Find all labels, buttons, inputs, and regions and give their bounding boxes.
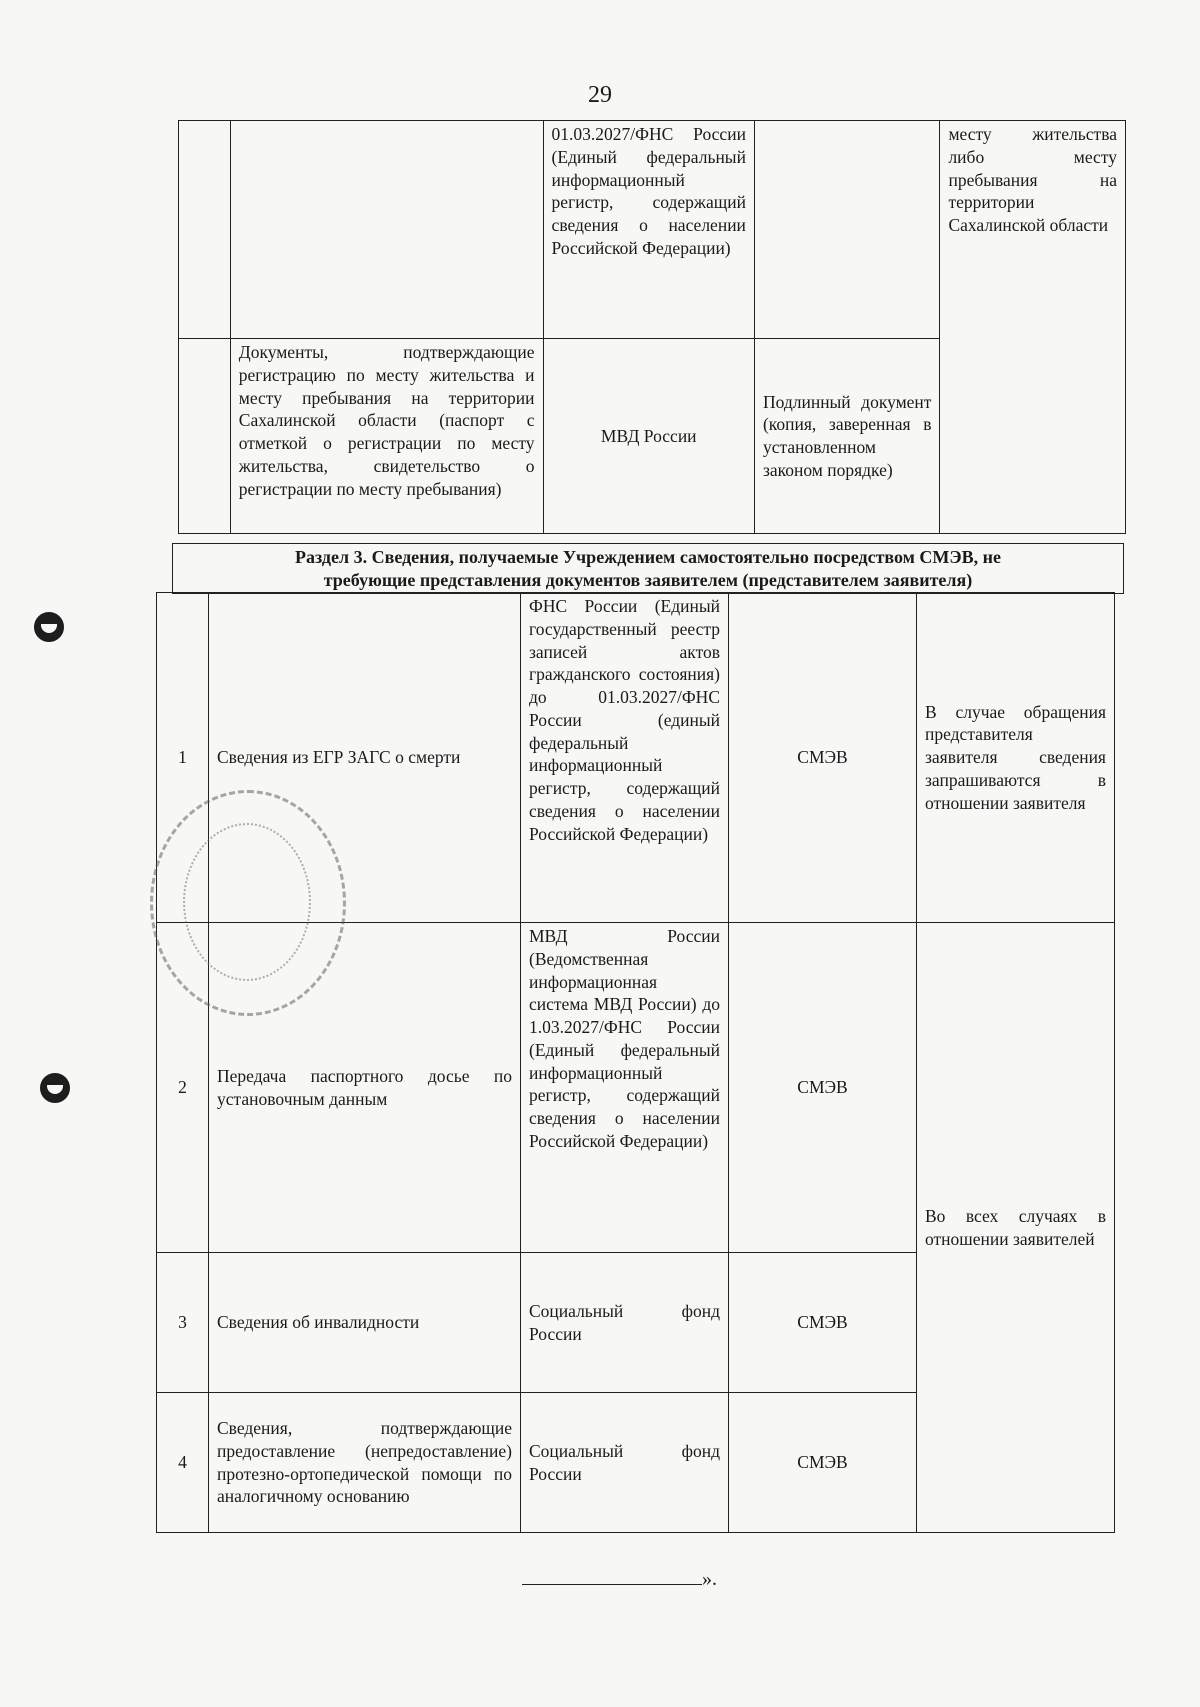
cell-document-name: Документы, подтверждающие регистрацию по месту жительства и месту пребывания на территории Сахалинской области (паспорт с отметкой о регистрации по месту жительства, свидетельство о регистрации по месту пребывания) <box>230 339 543 534</box>
section-header-table <box>172 543 1124 594</box>
punch-hole-icon <box>40 1073 70 1103</box>
cell-source: МВД России (Ведомственная информационная система МВД России) до 1.03.2027/ФНС России (Единый федеральный информационный регистр, содержащий сведения о населении Российской Федерации) <box>521 923 729 1253</box>
cell-num: 2 <box>157 923 209 1253</box>
cell-source: МВД России <box>543 339 754 534</box>
table-row <box>179 121 1126 339</box>
cell-num: 1 <box>157 593 209 923</box>
punch-hole-icon <box>34 612 64 642</box>
faded-stamp <box>150 790 346 1016</box>
cell-num: 4 <box>157 1393 209 1533</box>
cell-document-name: Сведения из ЕГР ЗАГС о смерти <box>209 593 521 923</box>
section-title-line-1: Раздел 3. Сведения, получаемые Учреждением самостоятельно посредством СМЭВ, не <box>295 547 1001 567</box>
closing-quote: ». <box>702 1568 717 1590</box>
page-number: 29 <box>588 82 612 108</box>
cell-note: месту жительства либо месту пребывания на территории Сахалинской области <box>940 121 1126 534</box>
cell-document-name: Сведения об инвалидности <box>209 1253 521 1393</box>
cell-note: Во всех случаях в отношении заявителей <box>917 923 1115 1533</box>
cell-num <box>179 339 231 534</box>
cell-source: Социальный фонд России <box>521 1393 729 1533</box>
cell-channel: СМЭВ <box>729 1253 917 1393</box>
cell-note: В случае обращения представителя заявителя сведения запрашиваются в отношении заявителя <box>917 593 1115 923</box>
cell-source: Социальный фонд России <box>521 1253 729 1393</box>
signature-rule <box>522 1570 702 1585</box>
cell-document-name: Передача паспортного досье по установочным данным <box>209 923 521 1253</box>
cell-document-name: Сведения, подтверждающие предоставление (непредоставление) протезно-ортопедической помощи по аналогичному основанию <box>209 1393 521 1533</box>
section3-table <box>156 592 1115 1533</box>
footer-closing <box>522 1568 717 1591</box>
cell-source: ФНС России (Единый государственный реестр записей актов гражданского состояния) до 01.03.2027/ФНС России (единый федеральный информационный регистр, содержащий сведения о населении Российской Федерации) <box>521 593 729 923</box>
cell-form: Подлинный документ (копия, заверенная в установленном законом порядке) <box>754 339 940 534</box>
section-title <box>173 544 1124 594</box>
cell-channel: СМЭВ <box>729 923 917 1253</box>
section-title-line-2: требующие представления документов заявителем (представителем заявителя) <box>323 569 973 590</box>
cell-channel: СМЭВ <box>729 1393 917 1533</box>
cell-num: 3 <box>157 1253 209 1393</box>
cell-form <box>754 121 940 339</box>
cell-document-name <box>230 121 543 339</box>
cell-source: 01.03.2027/ФНС России (Единый федеральный информационный регистр, содержащий сведения о населении Российской Федерации) <box>543 121 754 339</box>
cell-channel: СМЭВ <box>729 593 917 923</box>
cell-num <box>179 121 231 339</box>
continuation-table <box>178 120 1126 534</box>
